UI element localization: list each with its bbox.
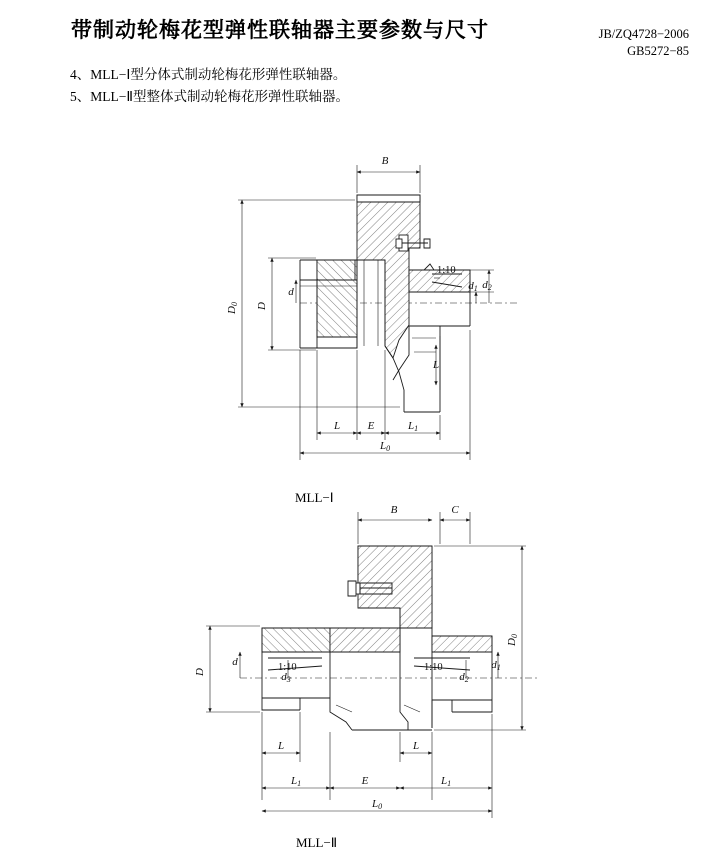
- taper-label-right-2: 1:10: [424, 662, 443, 673]
- taper-label-1: 1:10: [437, 265, 456, 276]
- standard-code-2: GB5272−85: [627, 44, 689, 58]
- dim-label-e-1: E: [367, 420, 375, 432]
- note-item-5: 5、MLL−Ⅱ型整体式制动轮梅花形弹性联轴器。: [70, 89, 350, 104]
- dim-label-c-2: C: [451, 504, 459, 516]
- dim-label-l-right-1: L: [432, 359, 440, 371]
- dim-label-d-2: D: [194, 668, 206, 676]
- dim-label-d3-2: d3: [281, 671, 291, 684]
- dim-label-e-2: E: [361, 775, 369, 787]
- figure-mll-1: [0, 140, 725, 520]
- dim-label-b-1: B: [381, 155, 389, 167]
- dim-label-d1-2: d1: [491, 659, 501, 672]
- dim-label-l1-left-2: L1: [290, 775, 302, 788]
- dim-label-d-bore-1: d: [288, 286, 294, 298]
- dim-label-l-left-1: L: [333, 420, 341, 432]
- figure-mll-2-svg: [0, 500, 725, 855]
- dim-label-d0-2: D0: [506, 634, 519, 646]
- dim-label-l0-1: L0: [379, 440, 391, 453]
- dim-label-l1-right-2: L1: [440, 775, 452, 788]
- dim-label-d-bore-2: d: [232, 656, 238, 668]
- note-item-4: 4、MLL−Ⅰ型分体式制动轮梅花形弹性联轴器。: [70, 67, 347, 82]
- notes-block: [70, 64, 349, 108]
- dim-label-l-right-2: L: [412, 740, 420, 752]
- standard-code-1: JB/ZQ4728−2006: [598, 27, 689, 41]
- dim-label-l1-1: L1: [407, 420, 419, 433]
- dim-label-b-2: B: [390, 504, 398, 516]
- dim-label-d-1: D: [256, 302, 268, 310]
- dim-label-d2-1: d2: [482, 279, 492, 292]
- standard-codes: [599, 26, 689, 60]
- dim-label-l0-2: L0: [371, 798, 383, 811]
- figure-mll-1-svg: [0, 140, 725, 520]
- dim-label-d2-2: d2: [459, 671, 469, 684]
- figure-caption-mll-1: MLL−Ⅰ: [295, 490, 334, 505]
- figure-caption-mll-2: MLL−Ⅱ: [296, 835, 338, 850]
- dim-label-l-left-2: L: [277, 740, 285, 752]
- page-title: 带制动轮梅花型弹性联轴器主要参数与尺寸: [71, 18, 489, 42]
- dim-label-d1-1: d1: [468, 280, 478, 293]
- figure-mll-2: [0, 500, 725, 855]
- dim-label-d0-1: D0: [226, 302, 239, 314]
- taper-label-left-2: 1:10: [278, 662, 297, 673]
